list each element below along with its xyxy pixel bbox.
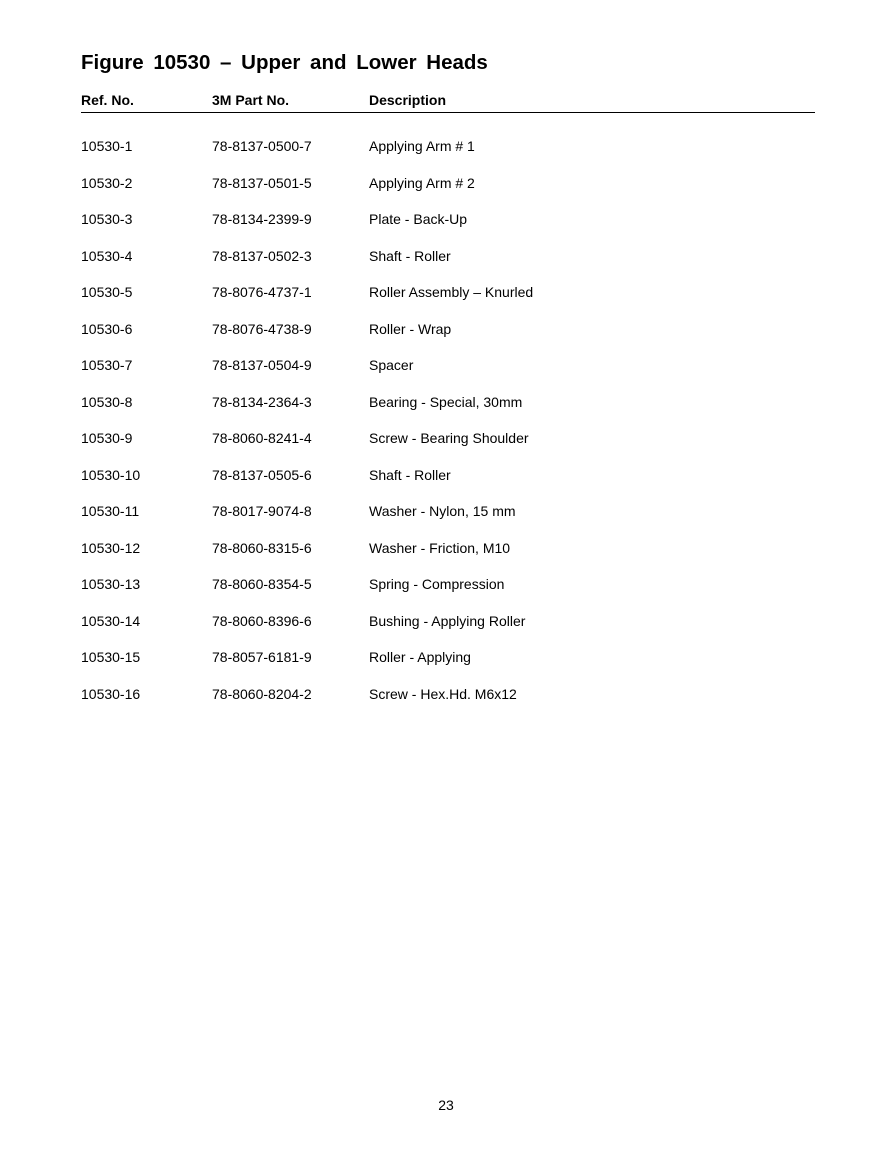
page-title: Figure 10530 – Upper and Lower Heads — [81, 51, 488, 74]
table-row — [81, 430, 815, 467]
description-cell: Washer - Friction, M10 — [369, 539, 511, 556]
description-cell: Spring - Compression — [369, 576, 505, 592]
table-row — [81, 211, 815, 248]
ref-no-cell: 10530-15 — [81, 649, 141, 665]
table-header — [81, 91, 815, 113]
column-header-description: Description — [369, 92, 447, 108]
description-cell: Screw - Bearing Shoulder — [369, 430, 529, 446]
ref-no-cell: 10530-1 — [81, 138, 133, 154]
ref-no-cell: 10530-11 — [81, 503, 140, 519]
description-cell: Bushing - Applying Roller — [369, 612, 526, 629]
description-cell: Screw - Hex.Hd. M6x12 — [369, 685, 517, 702]
table-row — [81, 540, 815, 577]
part-no-cell: 78-8060-8241-4 — [212, 430, 312, 446]
part-no-cell: 78-8060-8354-5 — [212, 576, 312, 592]
part-no-cell: 78-8060-8396-6 — [212, 612, 312, 629]
table-row — [81, 394, 815, 431]
description-cell: Washer - Nylon, 15 mm — [369, 503, 516, 519]
table-row — [81, 284, 815, 321]
ref-no-cell: 10530-10 — [81, 466, 141, 483]
part-no-cell: 78-8137-0500-7 — [212, 138, 312, 154]
table-row — [81, 613, 815, 650]
ref-no-cell: 10530-13 — [81, 576, 141, 592]
part-no-cell: 78-8017-9074-8 — [212, 503, 312, 519]
page-number: 23 — [438, 1097, 454, 1113]
column-header-ref-no: Ref. No. — [81, 92, 134, 108]
table-row — [81, 649, 815, 686]
description-cell: Plate - Back-Up — [369, 211, 468, 227]
ref-no-cell: 10530-14 — [81, 612, 141, 629]
description-cell: Roller - Applying — [369, 649, 471, 665]
description-cell: Applying Arm # 1 — [369, 138, 475, 154]
ref-no-cell: 10530-12 — [81, 539, 141, 556]
table-row — [81, 576, 815, 613]
ref-no-cell: 10530-7 — [81, 357, 133, 373]
part-no-cell: 78-8076-4738-9 — [212, 320, 312, 337]
table-row — [81, 503, 815, 540]
part-no-cell: 78-8134-2364-3 — [212, 393, 312, 410]
description-cell: Applying Arm # 2 — [369, 174, 475, 191]
description-cell: Shaft - Roller — [369, 466, 451, 483]
part-no-cell: 78-8137-0505-6 — [212, 466, 312, 483]
ref-no-cell: 10530-16 — [81, 685, 141, 702]
description-cell: Roller - Wrap — [369, 320, 452, 337]
description-cell: Spacer — [369, 357, 414, 373]
ref-no-cell: 10530-3 — [81, 211, 133, 227]
ref-no-cell: 10530-9 — [81, 430, 133, 446]
part-no-cell: 78-8076-4737-1 — [212, 284, 312, 300]
table-row — [81, 175, 815, 212]
description-cell: Bearing - Special, 30mm — [369, 393, 523, 410]
part-no-cell: 78-8060-8315-6 — [212, 539, 312, 556]
table-row — [81, 467, 815, 504]
description-cell: Roller Assembly – Knurled — [369, 284, 534, 300]
description-cell: Shaft - Roller — [369, 247, 451, 264]
table-row — [81, 248, 815, 285]
part-no-cell: 78-8057-6181-9 — [212, 649, 312, 665]
table-row — [81, 138, 815, 175]
ref-no-cell: 10530-5 — [81, 284, 133, 300]
parts-table-body — [81, 138, 815, 722]
ref-no-cell: 10530-4 — [81, 247, 133, 264]
part-no-cell: 78-8137-0504-9 — [212, 357, 312, 373]
table-row — [81, 357, 815, 394]
part-no-cell: 78-8134-2399-9 — [212, 211, 312, 227]
ref-no-cell: 10530-2 — [81, 174, 133, 191]
ref-no-cell: 10530-6 — [81, 320, 133, 337]
part-no-cell: 78-8137-0501-5 — [212, 174, 312, 191]
ref-no-cell: 10530-8 — [81, 393, 133, 410]
column-header-part-no: 3M Part No. — [212, 92, 290, 108]
table-row — [81, 686, 815, 723]
table-row — [81, 321, 815, 358]
part-no-cell: 78-8137-0502-3 — [212, 247, 312, 264]
part-no-cell: 78-8060-8204-2 — [212, 685, 312, 702]
